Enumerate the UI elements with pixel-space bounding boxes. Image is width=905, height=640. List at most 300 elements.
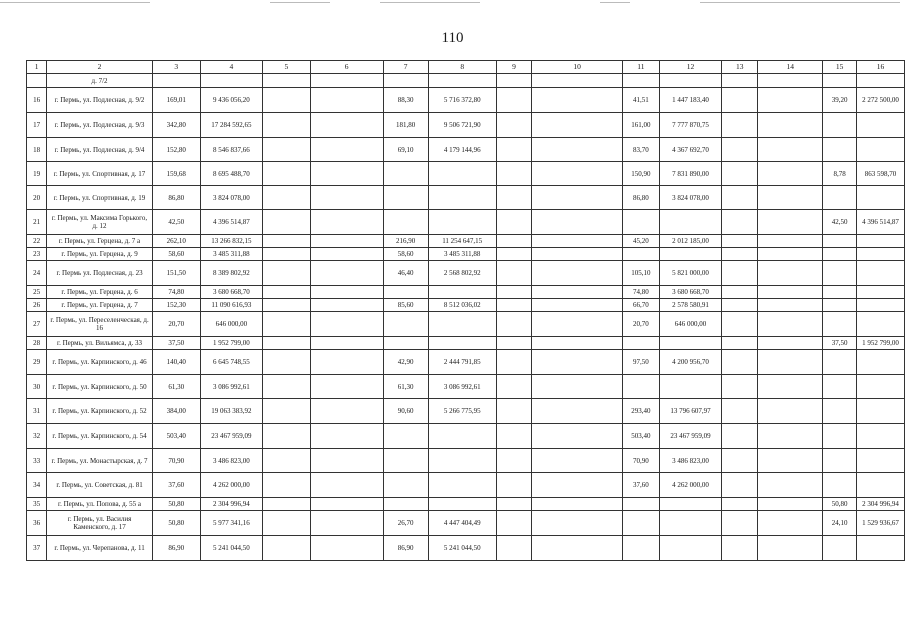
- empty-cell: [758, 449, 823, 473]
- value-cell: [823, 312, 857, 337]
- value-cell: [857, 399, 905, 424]
- value-cell: [383, 449, 428, 473]
- table-row: [27, 511, 905, 536]
- table-row: [27, 375, 905, 399]
- value-cell: [622, 337, 659, 350]
- table-row: [27, 186, 905, 210]
- table-row: [27, 138, 905, 162]
- empty-cell: [722, 473, 758, 498]
- empty-cell: [758, 88, 823, 113]
- empty-cell: [496, 473, 532, 498]
- value-cell: [152, 74, 200, 88]
- empty-cell: [722, 498, 758, 511]
- empty-cell: [532, 536, 623, 561]
- empty-cell: [310, 261, 383, 286]
- scan-edge-line: [600, 2, 630, 3]
- value-cell: [428, 186, 496, 210]
- value-cell: [659, 248, 721, 261]
- value-cell: [857, 312, 905, 337]
- empty-cell: [496, 74, 532, 88]
- value-cell: [200, 74, 262, 88]
- value-cell: 293,40: [622, 399, 659, 424]
- value-cell: 20,70: [622, 312, 659, 337]
- empty-cell: [263, 337, 310, 350]
- value-cell: 2 272 500,00: [857, 88, 905, 113]
- empty-cell: [263, 88, 310, 113]
- value-cell: 3 680 668,70: [200, 286, 262, 299]
- value-cell: 42,90: [383, 350, 428, 375]
- table-row: [27, 473, 905, 498]
- empty-cell: [310, 186, 383, 210]
- value-cell: [823, 74, 857, 88]
- value-cell: [659, 210, 721, 235]
- value-cell: 3 824 078,00: [200, 186, 262, 210]
- empty-cell: [722, 162, 758, 186]
- value-cell: 86,90: [383, 536, 428, 561]
- column-header: 14: [758, 61, 823, 74]
- row-number-cell: 33: [27, 449, 47, 473]
- value-cell: 262,10: [152, 235, 200, 248]
- address-cell: г. Пермь, ул. Герцена, д. 7 а: [47, 235, 153, 248]
- value-cell: [383, 473, 428, 498]
- address-cell: д. 7/2: [47, 74, 153, 88]
- address-cell: г. Пермь, ул. Вильямса, д. 33: [47, 337, 153, 350]
- value-cell: [428, 337, 496, 350]
- value-cell: 2 012 185,00: [659, 235, 721, 248]
- value-cell: 503,40: [152, 424, 200, 449]
- empty-cell: [722, 337, 758, 350]
- scan-edge-line: [270, 2, 330, 3]
- value-cell: [383, 424, 428, 449]
- empty-cell: [263, 350, 310, 375]
- address-cell: г. Пермь, ул. Спортивная, д. 17: [47, 162, 153, 186]
- empty-cell: [722, 113, 758, 138]
- value-cell: [857, 138, 905, 162]
- empty-cell: [496, 536, 532, 561]
- row-number-cell: 18: [27, 138, 47, 162]
- value-cell: [622, 375, 659, 399]
- empty-cell: [532, 498, 623, 511]
- column-header: 5: [263, 61, 310, 74]
- empty-cell: [532, 449, 623, 473]
- empty-cell: [310, 235, 383, 248]
- empty-cell: [263, 498, 310, 511]
- value-cell: [428, 473, 496, 498]
- empty-cell: [722, 138, 758, 162]
- empty-cell: [722, 261, 758, 286]
- value-cell: 1 529 936,67: [857, 511, 905, 536]
- empty-cell: [263, 299, 310, 312]
- value-cell: 8 389 802,92: [200, 261, 262, 286]
- value-cell: 3 824 078,00: [659, 186, 721, 210]
- empty-cell: [722, 399, 758, 424]
- value-cell: 61,30: [152, 375, 200, 399]
- row-number-cell: 21: [27, 210, 47, 235]
- value-cell: 2 304 996,94: [857, 498, 905, 511]
- scan-edge-line: [700, 2, 900, 3]
- row-number-cell: 24: [27, 261, 47, 286]
- column-header: 16: [857, 61, 905, 74]
- address-cell: г. Пермь ул. Подлесная, д. 23: [47, 261, 153, 286]
- address-cell: г. Пермь, ул. Монастырская, д. 7: [47, 449, 153, 473]
- empty-cell: [532, 312, 623, 337]
- empty-cell: [263, 186, 310, 210]
- row-number-cell: 23: [27, 248, 47, 261]
- empty-cell: [758, 74, 823, 88]
- value-cell: 37,50: [823, 337, 857, 350]
- value-cell: [857, 113, 905, 138]
- address-cell: г. Пермь, ул. Подлесная, д. 9/3: [47, 113, 153, 138]
- empty-cell: [496, 375, 532, 399]
- address-cell: г. Пермь, ул. Карпинского, д. 54: [47, 424, 153, 449]
- empty-cell: [310, 74, 383, 88]
- value-cell: 151,50: [152, 261, 200, 286]
- register-table: [26, 60, 905, 561]
- empty-cell: [722, 248, 758, 261]
- empty-cell: [532, 113, 623, 138]
- table-row: [27, 235, 905, 248]
- value-cell: 8 695 488,70: [200, 162, 262, 186]
- empty-cell: [758, 473, 823, 498]
- empty-cell: [532, 235, 623, 248]
- empty-cell: [532, 138, 623, 162]
- value-cell: 37,60: [622, 473, 659, 498]
- value-cell: 140,40: [152, 350, 200, 375]
- value-cell: [823, 138, 857, 162]
- address-cell: г. Пермь, ул. Переселенческая, д. 16: [47, 312, 153, 337]
- address-cell: г. Пермь, ул. Подлесная, д. 9/4: [47, 138, 153, 162]
- table-row: [27, 88, 905, 113]
- empty-cell: [496, 210, 532, 235]
- value-cell: 90,60: [383, 399, 428, 424]
- empty-cell: [758, 162, 823, 186]
- value-cell: 8 546 837,66: [200, 138, 262, 162]
- value-cell: 86,80: [152, 186, 200, 210]
- table-body: [27, 74, 905, 561]
- table-row: [27, 299, 905, 312]
- value-cell: 1 447 183,40: [659, 88, 721, 113]
- empty-cell: [532, 74, 623, 88]
- value-cell: 70,90: [622, 449, 659, 473]
- value-cell: [823, 449, 857, 473]
- empty-cell: [532, 261, 623, 286]
- empty-cell: [263, 210, 310, 235]
- value-cell: [857, 261, 905, 286]
- value-cell: [428, 498, 496, 511]
- value-cell: [823, 424, 857, 449]
- empty-cell: [758, 248, 823, 261]
- column-header: 1: [27, 61, 47, 74]
- row-number-cell: 27: [27, 312, 47, 337]
- empty-cell: [310, 286, 383, 299]
- value-cell: [659, 536, 721, 561]
- empty-cell: [758, 312, 823, 337]
- value-cell: 5 821 000,00: [659, 261, 721, 286]
- value-cell: 8,78: [823, 162, 857, 186]
- empty-cell: [310, 350, 383, 375]
- empty-cell: [532, 337, 623, 350]
- empty-cell: [532, 375, 623, 399]
- value-cell: 58,60: [152, 248, 200, 261]
- value-cell: [823, 186, 857, 210]
- table-row: [27, 162, 905, 186]
- empty-cell: [496, 399, 532, 424]
- value-cell: 39,20: [823, 88, 857, 113]
- empty-cell: [532, 248, 623, 261]
- value-cell: 4 179 144,96: [428, 138, 496, 162]
- empty-cell: [496, 424, 532, 449]
- row-number-cell: 32: [27, 424, 47, 449]
- empty-cell: [758, 536, 823, 561]
- value-cell: 83,70: [622, 138, 659, 162]
- value-cell: [659, 74, 721, 88]
- value-cell: [659, 498, 721, 511]
- value-cell: 159,68: [152, 162, 200, 186]
- column-header: 6: [310, 61, 383, 74]
- empty-cell: [758, 375, 823, 399]
- empty-cell: [263, 399, 310, 424]
- value-cell: 863 598,70: [857, 162, 905, 186]
- value-cell: 5 977 341,16: [200, 511, 262, 536]
- column-header: 11: [622, 61, 659, 74]
- value-cell: 6 645 748,55: [200, 350, 262, 375]
- empty-cell: [496, 162, 532, 186]
- table-row: [27, 74, 905, 88]
- value-cell: 384,00: [152, 399, 200, 424]
- empty-cell: [310, 299, 383, 312]
- empty-cell: [758, 261, 823, 286]
- empty-cell: [722, 74, 758, 88]
- empty-cell: [496, 248, 532, 261]
- value-cell: 88,30: [383, 88, 428, 113]
- empty-cell: [263, 511, 310, 536]
- empty-cell: [310, 511, 383, 536]
- empty-cell: [758, 138, 823, 162]
- value-cell: [428, 424, 496, 449]
- value-cell: [383, 74, 428, 88]
- value-cell: 7 777 870,75: [659, 113, 721, 138]
- empty-cell: [496, 113, 532, 138]
- value-cell: [823, 286, 857, 299]
- empty-cell: [758, 498, 823, 511]
- table-row: [27, 536, 905, 561]
- value-cell: 20,70: [152, 312, 200, 337]
- value-cell: [428, 210, 496, 235]
- address-cell: г. Пермь, ул. Карпинского, д. 50: [47, 375, 153, 399]
- value-cell: [428, 449, 496, 473]
- empty-cell: [263, 138, 310, 162]
- empty-cell: [310, 498, 383, 511]
- row-number-cell: 35: [27, 498, 47, 511]
- value-cell: 342,80: [152, 113, 200, 138]
- row-number-cell: 20: [27, 186, 47, 210]
- value-cell: 17 284 592,65: [200, 113, 262, 138]
- row-number-cell: 25: [27, 286, 47, 299]
- value-cell: [383, 498, 428, 511]
- empty-cell: [722, 536, 758, 561]
- value-cell: [428, 312, 496, 337]
- empty-cell: [532, 424, 623, 449]
- value-cell: 45,20: [622, 235, 659, 248]
- empty-cell: [310, 88, 383, 113]
- column-header: 10: [532, 61, 623, 74]
- address-cell: г. Пермь, ул. Герцена, д. 9: [47, 248, 153, 261]
- empty-cell: [496, 261, 532, 286]
- empty-cell: [722, 299, 758, 312]
- value-cell: [823, 536, 857, 561]
- empty-cell: [722, 350, 758, 375]
- value-cell: 503,40: [622, 424, 659, 449]
- value-cell: [383, 312, 428, 337]
- value-cell: 50,80: [823, 498, 857, 511]
- value-cell: [857, 536, 905, 561]
- value-cell: 26,70: [383, 511, 428, 536]
- value-cell: [622, 511, 659, 536]
- address-cell: г. Пермь, ул. Василия Каменского, д. 17: [47, 511, 153, 536]
- address-cell: г. Пермь, ул. Карпинского, д. 46: [47, 350, 153, 375]
- empty-cell: [722, 312, 758, 337]
- value-cell: [622, 210, 659, 235]
- row-number-cell: 30: [27, 375, 47, 399]
- value-cell: [857, 424, 905, 449]
- value-cell: 19 063 383,92: [200, 399, 262, 424]
- empty-cell: [263, 74, 310, 88]
- row-number-cell: 34: [27, 473, 47, 498]
- value-cell: 4 262 000,00: [659, 473, 721, 498]
- value-cell: [659, 337, 721, 350]
- value-cell: [857, 473, 905, 498]
- table-row: [27, 424, 905, 449]
- value-cell: 5 241 044,50: [428, 536, 496, 561]
- value-cell: 169,01: [152, 88, 200, 113]
- row-number-cell: 36: [27, 511, 47, 536]
- value-cell: 4 396 514,87: [857, 210, 905, 235]
- empty-cell: [496, 286, 532, 299]
- empty-cell: [496, 511, 532, 536]
- value-cell: [823, 248, 857, 261]
- empty-cell: [722, 424, 758, 449]
- value-cell: [857, 74, 905, 88]
- value-cell: [823, 235, 857, 248]
- value-cell: 37,50: [152, 337, 200, 350]
- empty-cell: [758, 235, 823, 248]
- value-cell: 13 796 607,97: [659, 399, 721, 424]
- value-cell: 69,10: [383, 138, 428, 162]
- empty-cell: [722, 286, 758, 299]
- row-number-cell: 31: [27, 399, 47, 424]
- value-cell: [622, 498, 659, 511]
- header-row: [27, 61, 905, 74]
- row-number-cell: 29: [27, 350, 47, 375]
- empty-cell: [532, 299, 623, 312]
- value-cell: 11 090 616,93: [200, 299, 262, 312]
- empty-cell: [310, 375, 383, 399]
- empty-cell: [758, 424, 823, 449]
- empty-cell: [758, 286, 823, 299]
- value-cell: [428, 286, 496, 299]
- value-cell: [383, 337, 428, 350]
- table-row: [27, 261, 905, 286]
- empty-cell: [263, 375, 310, 399]
- value-cell: 3 485 311,88: [428, 248, 496, 261]
- empty-cell: [496, 350, 532, 375]
- table-row: [27, 337, 905, 350]
- column-header: 12: [659, 61, 721, 74]
- column-header: 4: [200, 61, 262, 74]
- value-cell: 70,90: [152, 449, 200, 473]
- value-cell: [428, 74, 496, 88]
- empty-cell: [532, 399, 623, 424]
- value-cell: 7 831 890,00: [659, 162, 721, 186]
- value-cell: 97,50: [622, 350, 659, 375]
- value-cell: [823, 261, 857, 286]
- column-header: 8: [428, 61, 496, 74]
- value-cell: [857, 235, 905, 248]
- empty-cell: [310, 473, 383, 498]
- empty-cell: [263, 248, 310, 261]
- value-cell: 23 467 959,09: [659, 424, 721, 449]
- value-cell: 4 396 514,87: [200, 210, 262, 235]
- value-cell: 3 086 992,61: [200, 375, 262, 399]
- empty-cell: [758, 186, 823, 210]
- empty-cell: [310, 399, 383, 424]
- value-cell: [622, 248, 659, 261]
- empty-cell: [263, 312, 310, 337]
- empty-cell: [758, 350, 823, 375]
- empty-cell: [532, 350, 623, 375]
- value-cell: 150,90: [622, 162, 659, 186]
- empty-cell: [496, 235, 532, 248]
- empty-cell: [758, 399, 823, 424]
- value-cell: 4 447 404,49: [428, 511, 496, 536]
- value-cell: [857, 449, 905, 473]
- value-cell: [857, 350, 905, 375]
- row-number-cell: 28: [27, 337, 47, 350]
- column-header: 15: [823, 61, 857, 74]
- column-header: 13: [722, 61, 758, 74]
- value-cell: 86,90: [152, 536, 200, 561]
- column-header: 3: [152, 61, 200, 74]
- value-cell: 58,60: [383, 248, 428, 261]
- value-cell: 50,80: [152, 498, 200, 511]
- value-cell: [823, 113, 857, 138]
- value-cell: [823, 375, 857, 399]
- value-cell: [857, 248, 905, 261]
- empty-cell: [722, 511, 758, 536]
- value-cell: [823, 399, 857, 424]
- empty-cell: [310, 337, 383, 350]
- value-cell: 86,80: [622, 186, 659, 210]
- empty-cell: [758, 210, 823, 235]
- address-cell: г. Пермь, ул. Попова, д. 55 а: [47, 498, 153, 511]
- empty-cell: [532, 210, 623, 235]
- value-cell: 4 367 692,70: [659, 138, 721, 162]
- empty-cell: [496, 498, 532, 511]
- table-row: [27, 113, 905, 138]
- empty-cell: [758, 511, 823, 536]
- value-cell: 2 568 802,92: [428, 261, 496, 286]
- value-cell: 50,80: [152, 511, 200, 536]
- empty-cell: [496, 337, 532, 350]
- value-cell: 13 266 832,15: [200, 235, 262, 248]
- value-cell: 3 680 668,70: [659, 286, 721, 299]
- value-cell: 161,00: [622, 113, 659, 138]
- value-cell: [823, 299, 857, 312]
- row-number-cell: 22: [27, 235, 47, 248]
- table-row: [27, 210, 905, 235]
- empty-cell: [310, 113, 383, 138]
- value-cell: 9 436 056,20: [200, 88, 262, 113]
